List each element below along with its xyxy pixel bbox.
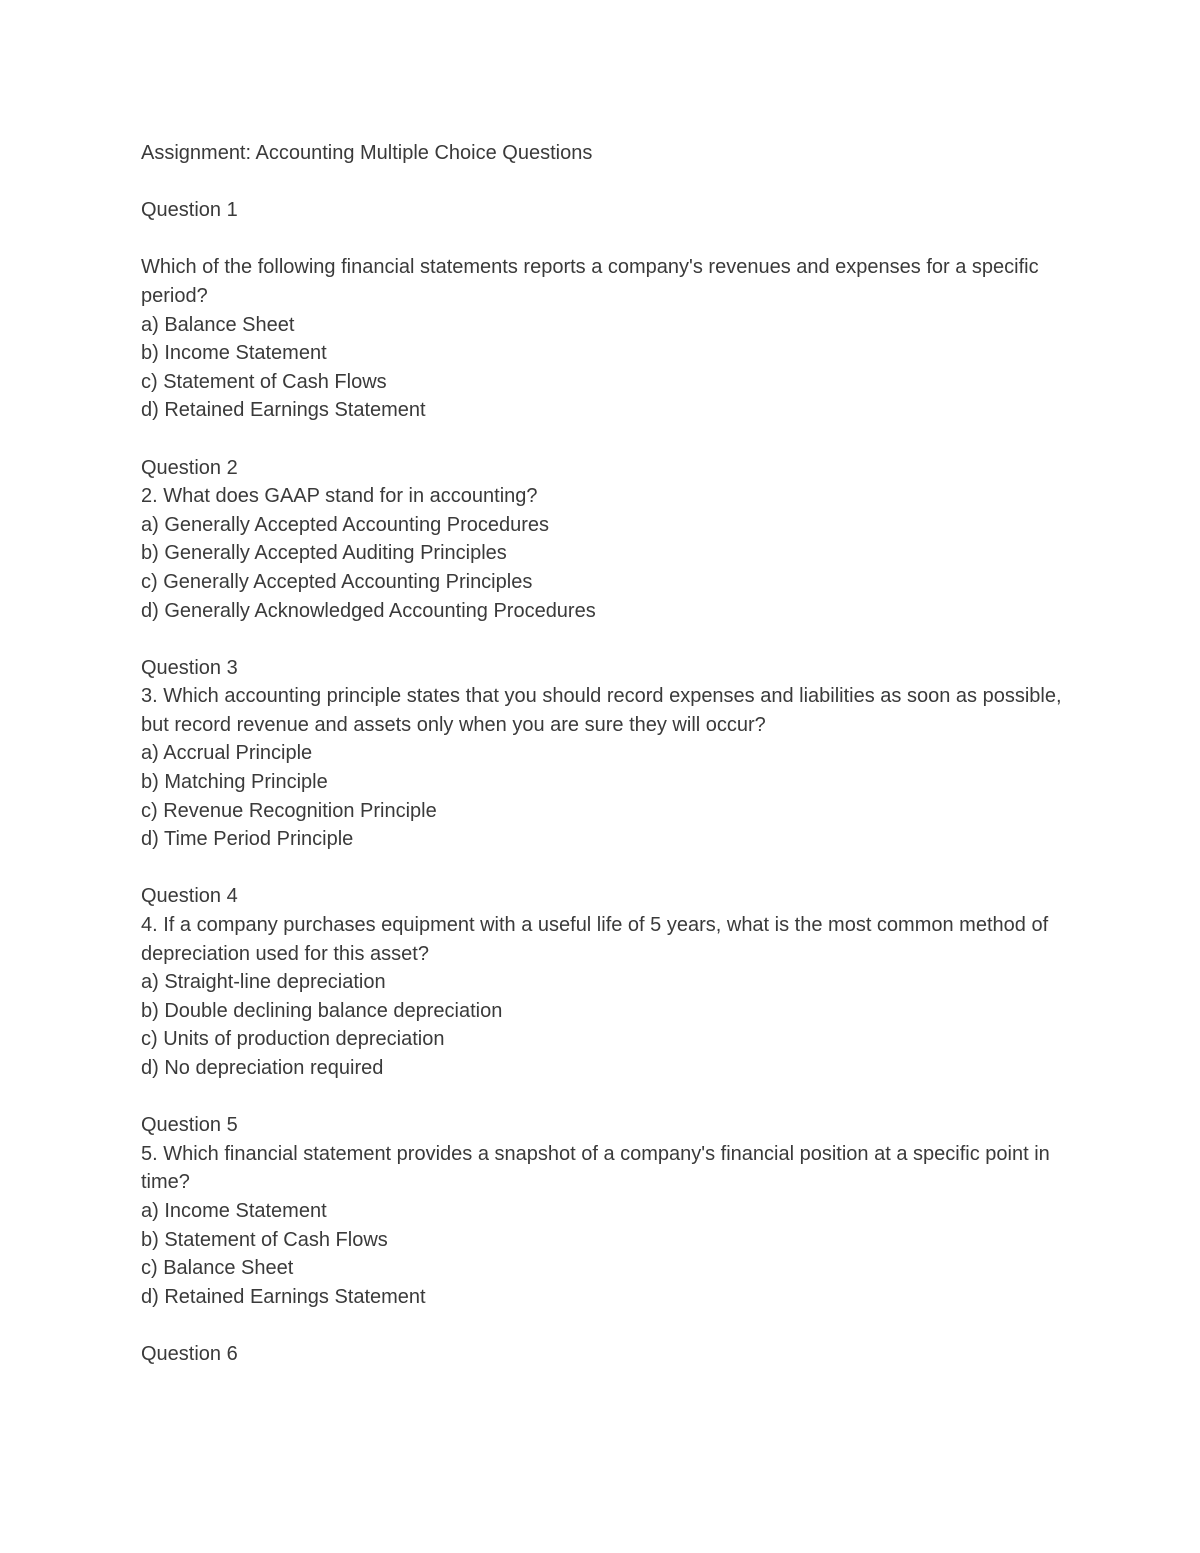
question-block-3 — [141, 654, 1071, 854]
question-heading: Question 1 — [141, 199, 238, 222]
question-text: 3. Which accounting principle states that you should record expenses and liabilities as soon as possible, but record revenue and assets only when you are sure they will occur? — [141, 685, 1062, 736]
answer-option-b: b) Double declining balance depreciation — [141, 999, 503, 1022]
spacer — [141, 1083, 1071, 1112]
answer-option-c: c) Statement of Cash Flows — [141, 370, 387, 393]
spacer — [141, 854, 1071, 883]
spacer — [141, 425, 1071, 454]
answer-option-a: a) Generally Accepted Accounting Procedures — [141, 513, 550, 536]
spacer — [141, 625, 1071, 654]
answer-option-a: a) Balance Sheet — [141, 313, 295, 336]
answer-option-d: d) No depreciation required — [141, 1057, 384, 1079]
answer-option-d: d) Time Period Principle — [141, 828, 354, 851]
question-heading: Question 3 — [141, 656, 238, 679]
answer-option-c: c) Revenue Recognition Principle — [141, 799, 437, 822]
answer-option-b: b) Statement of Cash Flows — [141, 1228, 388, 1251]
question-block-6 — [141, 1340, 1071, 1369]
question-text: 5. Which financial statement provides a snapshot of a company's financial position at a specific point in time? — [141, 1142, 1050, 1194]
document-body — [141, 139, 1071, 1369]
question-block-1 — [141, 196, 1071, 425]
question-heading: Question 6 — [141, 1342, 238, 1365]
answer-option-a: a) Income Statement — [141, 1199, 327, 1222]
answer-option-d: d) Generally Acknowledged Accounting Procedures — [141, 599, 596, 622]
question-block-4 — [141, 882, 1071, 1082]
question-heading: Question 5 — [141, 1114, 238, 1137]
document-title: Assignment: Accounting Multiple Choice Questions — [141, 142, 593, 164]
spacer — [141, 1311, 1071, 1340]
answer-option-c: c) Balance Sheet — [141, 1257, 294, 1280]
answer-option-c: c) Generally Accepted Accounting Principles — [141, 570, 533, 593]
question-text: Which of the following financial statements reports a company's revenues and expenses for a specific period? — [141, 256, 1039, 307]
question-text: 4. If a company purchases equipment with a useful life of 5 years, what is the most common method of depreciation used for this asset? — [141, 914, 1049, 965]
question-block-2 — [141, 454, 1071, 626]
answer-option-b: b) Generally Accepted Auditing Principles — [141, 542, 507, 565]
question-text: 2. What does GAAP stand for in accounting? — [141, 485, 538, 508]
answer-option-a: a) Accrual Principle — [141, 742, 313, 765]
question-block-5 — [141, 1111, 1071, 1311]
answer-option-b: b) Income Statement — [141, 342, 327, 365]
spacer — [141, 168, 1071, 197]
answer-option-d: d) Retained Earnings Statement — [141, 399, 426, 422]
answer-option-d: d) Retained Earnings Statement — [141, 1285, 426, 1308]
answer-option-a: a) Straight-line depreciation — [141, 971, 386, 994]
answer-option-b: b) Matching Principle — [141, 771, 328, 794]
answer-option-c: c) Units of production depreciation — [141, 1028, 445, 1051]
question-heading: Question 4 — [141, 885, 238, 908]
spacer — [141, 225, 1071, 254]
question-heading: Question 2 — [141, 456, 238, 479]
